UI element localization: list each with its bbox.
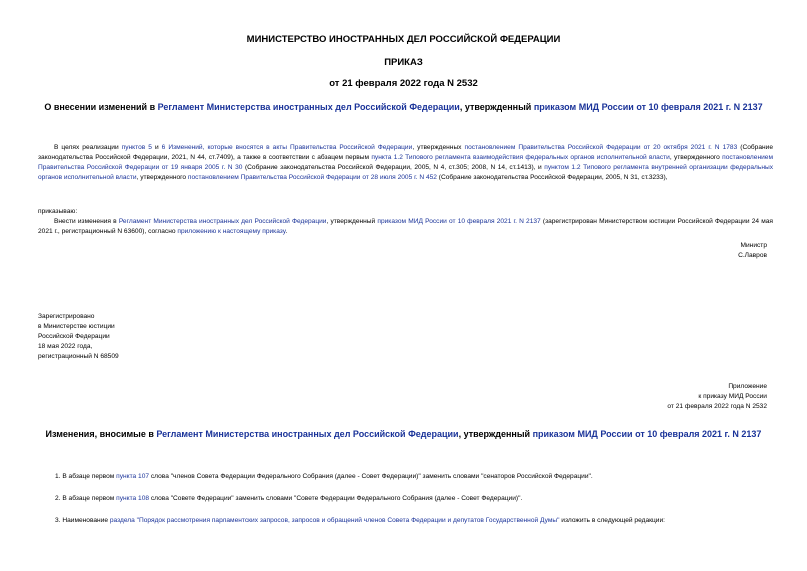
appendix-line: от 21 февраля 2022 года N 2532 bbox=[667, 403, 767, 410]
registration-line: в Министерстве юстиции bbox=[38, 323, 115, 330]
text-span: (Собрание законодательства Российской Федерации, 2005, N 31, ст.3233), bbox=[436, 174, 668, 181]
text-span: (Собрание законодательства Российской Федерации, 2005, N 4, ст.305; 2008, N 14, ст.1413), и bbox=[242, 164, 545, 171]
title-link-order[interactable]: приказом МИД России от 10 февраля 2021 г. N 2137 bbox=[533, 102, 763, 112]
ministry-heading: МИНИСТЕРСТВО ИНОСТРАННЫХ ДЕЛ РОССИЙСКОЙ ФЕДЕРАЦИИ bbox=[246, 34, 561, 45]
change-item-1 bbox=[55, 472, 775, 482]
appendix-block bbox=[667, 382, 767, 412]
link-point-1-2-interaction[interactable]: пункта 1.2 Типового регламента взаимодействия федеральных органов исполнительной власти bbox=[371, 154, 670, 161]
changes-title-link-regulation[interactable]: Регламент Министерства иностранных дел Российской Федерации bbox=[156, 429, 459, 439]
preamble-paragraph bbox=[38, 143, 773, 183]
link-point-1-2-internal[interactable]: пунктом 1.2 Типового регламента внутренней организации федеральных органов исполнительной власти bbox=[38, 164, 773, 181]
link-regulation[interactable]: Регламент Министерства иностранных дел Российской Федерации bbox=[118, 218, 327, 225]
link-order-2137[interactable]: приказом МИД России от 10 февраля 2021 г. N 2137 bbox=[377, 218, 541, 225]
appendix-line: к приказу МИД России bbox=[698, 393, 767, 400]
link-appendix[interactable]: приложению к настоящему приказу bbox=[177, 228, 286, 235]
doc-date-number: от 21 февраля 2022 года N 2532 bbox=[329, 78, 478, 89]
title-link-regulation[interactable]: Регламент Министерства иностранных дел Российской Федерации bbox=[157, 102, 460, 112]
link-resolution-30[interactable]: постановлением Правительства Российской Федерации от 19 января 2005 г. N 30 bbox=[38, 154, 773, 171]
changes-title bbox=[0, 429, 807, 439]
order-paragraph bbox=[38, 217, 773, 237]
link-point-108[interactable]: пункта 108 bbox=[116, 495, 150, 502]
text-span: . bbox=[285, 228, 288, 235]
link-point-107[interactable]: пункта 107 bbox=[116, 473, 150, 480]
changes-title-middle: , утвержденный bbox=[458, 429, 533, 439]
text-span: 3. Наименование bbox=[55, 517, 110, 524]
document-title bbox=[0, 102, 807, 112]
appendix-line: Приложение bbox=[728, 383, 767, 390]
registration-block bbox=[38, 312, 119, 362]
text-span: (Собрание законодательства Российской Федерации, 2021, N 44, ст.7409), а также в соответствии с абзацем первым bbox=[38, 144, 774, 161]
text-span: В целях реализации bbox=[54, 144, 122, 151]
title-middle: , утвержденный bbox=[459, 102, 534, 112]
link-points-5[interactable]: пунктов 5 bbox=[121, 144, 152, 151]
registration-line: регистрационный N 68509 bbox=[38, 353, 119, 360]
registration-line: 18 мая 2022 года, bbox=[38, 343, 93, 350]
text-span: и bbox=[151, 144, 162, 151]
signature-name: С.Лавров bbox=[738, 252, 767, 259]
registration-line: Зарегистрировано bbox=[38, 313, 95, 320]
text-span: , утвержденного bbox=[136, 174, 188, 181]
link-section[interactable]: раздела "Порядок рассмотрения парламентских запросов, запросов и обращений членов Совета Федерации и депутатов Государственной Думы" bbox=[109, 517, 560, 524]
registration-line: Российской Федерации bbox=[38, 333, 110, 340]
text-span: 1. В абзаце первом bbox=[55, 473, 117, 480]
title-prefix: О внесении изменений в bbox=[44, 102, 158, 112]
text-span: , утвержденных bbox=[412, 144, 465, 151]
signature-block bbox=[738, 241, 767, 261]
text-span: , утвержденного bbox=[669, 154, 723, 161]
change-item-2 bbox=[55, 494, 775, 504]
link-resolution-452[interactable]: постановлением Правительства Российской Федерации от 28 июля 2005 г. N 452 bbox=[187, 174, 437, 181]
link-resolution-1783[interactable]: постановлением Правительства Российской Федерации от 20 октября 2021 г. N 1783 bbox=[464, 144, 738, 151]
text-span: 2. В абзаце первом bbox=[55, 495, 117, 502]
change-item-3 bbox=[55, 516, 775, 526]
link-changes-6[interactable]: 6 Изменений, которые вносятся в акты Правительства Российской Федерации bbox=[161, 144, 413, 151]
order-word: приказываю: bbox=[38, 208, 78, 215]
changes-title-link-order[interactable]: приказом МИД России от 10 февраля 2021 г. N 2137 bbox=[532, 429, 762, 439]
text-span: (зарегистрирован Министерством юстиции Российской Федерации 24 мая 2021 г., регистрационный N 63600), согласно bbox=[38, 218, 773, 235]
text-span: , утвержденный bbox=[326, 218, 378, 225]
text-span: слова "Совете Федерации" заменить словами "Совете Федерации Федерального Собрания (далее - Совет Федерации)". bbox=[149, 495, 523, 502]
changes-title-prefix: Изменения, вносимые в bbox=[45, 429, 157, 439]
text-span: слова "членов Совета Федерации Федерального Собрания (далее - Совет Федерации)" заменить словами "сенаторов Российской Федерации". bbox=[149, 473, 593, 480]
signature-position: Министр bbox=[740, 242, 767, 249]
text-span: Внести изменения в bbox=[54, 218, 119, 225]
doc-type-heading: ПРИКАЗ bbox=[384, 57, 423, 68]
text-span: изложить в следующей редакции: bbox=[559, 517, 666, 524]
